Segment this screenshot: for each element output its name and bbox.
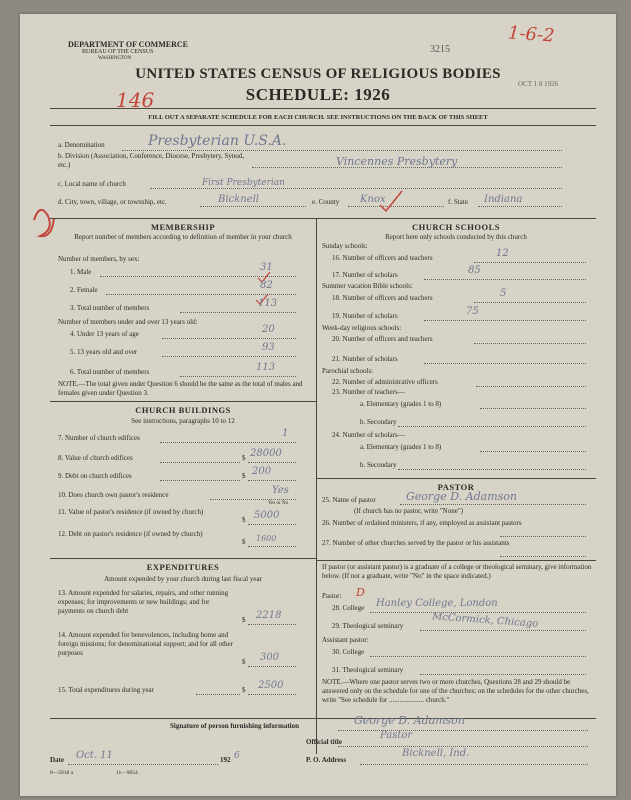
- value-q29: McCormick, Chicago: [431, 611, 539, 630]
- label-q5: 5. 13 years old and over: [70, 348, 138, 356]
- label-q9: 9. Debt on church edifices: [58, 472, 132, 480]
- value-q6: 113: [256, 362, 276, 373]
- schedule-number: 3215: [430, 44, 450, 55]
- schedule-title: SCHEDULE: 1926: [245, 85, 391, 104]
- membership-intro: Report number of members according to definition of member in your church: [74, 233, 292, 241]
- value-q16: 12: [496, 248, 509, 259]
- assistant-sub-label: Assistant pastor:: [322, 636, 369, 644]
- hint-q10: Yes or No: [268, 501, 289, 506]
- value-city: Bicknell: [218, 194, 259, 205]
- label-q4: 4. Under 13 years of age: [70, 330, 139, 338]
- corner-note: 1-6-2: [507, 22, 556, 47]
- value-q11: 5000: [254, 510, 280, 521]
- value-q7: 1: [282, 428, 289, 439]
- age-intro-label: Number of members under and over 13 years old:: [58, 318, 198, 326]
- currency-q13: $: [242, 616, 246, 624]
- label-q7: 7. Number of church edifices: [58, 434, 140, 442]
- label-official-title: Official title: [306, 738, 342, 746]
- parochial-label: Parochial schools:: [322, 367, 374, 375]
- form-title: UNITED STATES CENSUS OF RELIGIOUS BODIES: [135, 66, 501, 82]
- label-denomination: a. Denomination: [58, 141, 105, 149]
- label-q24b: b. Secondary: [360, 461, 397, 469]
- label-q6: 6. Total number of members: [70, 368, 150, 376]
- red-number: 146: [116, 88, 155, 112]
- print-number: 11—9054: [116, 770, 138, 776]
- value-q9: 200: [252, 466, 272, 477]
- pastor-sub-label: Pastor:: [322, 592, 342, 600]
- label-year: 192: [220, 756, 231, 764]
- currency-q9: $: [242, 472, 246, 480]
- label-q19: 19. Number of scholars: [332, 312, 398, 320]
- currency-q15: $: [242, 686, 246, 694]
- schools-intro: Report here only schools conducted by this church: [385, 233, 527, 241]
- value-official-title: Pastor: [380, 730, 413, 741]
- pastor-note: NOTE.—Where one pastor serves two or more churches, Questions 28 and 29 should be answered only on the schedule for one of the churches; on the schedules for the other churches, write "See schedule for .................... church.": [322, 678, 589, 704]
- label-q14: 14. Amount expended for benevolences, including home and foreign missions; for denominational support; and for all other purposes: [58, 631, 233, 657]
- label-po-address: P. O. Address: [306, 756, 347, 764]
- city-label: WASHINGTON: [98, 56, 132, 61]
- label-q23: 23. Number of teachers—: [332, 388, 405, 396]
- label-date: Date: [50, 756, 64, 764]
- sunday-label: Sunday schools:: [322, 242, 368, 250]
- label-division: b. Division (Association, Conference, Diocese, Presbytery, Synod, etc.): [58, 152, 245, 169]
- value-po-address: Bicknell, Ind.: [402, 748, 470, 759]
- graduate-note: If pastor (or assistant pastor) is a graduate of a college or theological seminary, give information below. (If not a graduate, write "No" in the space indicated.): [322, 563, 592, 580]
- label-q22: 22. Number of administrative officers: [332, 378, 438, 386]
- label-q16: 16. Number of officers and teachers: [332, 254, 433, 262]
- value-year: 6: [234, 751, 240, 761]
- label-q13: 13. Amount expended for salaries, repairs, and other running expenses; for improvements or new buildings; and for payments on church debt: [58, 589, 229, 615]
- value-state: Indiana: [484, 194, 523, 205]
- bureau-label: BUREAU OF THE CENSUS: [82, 49, 154, 55]
- label-q11: 11. Value of pastor's residence (if owned by church): [58, 508, 204, 516]
- currency-q11: $: [242, 516, 246, 524]
- label-q12: 12. Debt on pastor's residence (if owned by church): [58, 530, 203, 538]
- value-q3: 113: [258, 298, 278, 309]
- value-q28: Hanley College, London: [376, 598, 498, 609]
- dept-label: DEPARTMENT OF COMMERCE: [68, 40, 189, 49]
- value-signature: George D. Adamson: [354, 714, 465, 727]
- label-q23b: b. Secondary: [360, 418, 397, 426]
- value-q12: 1600: [256, 534, 277, 543]
- label-q25: 25. Name of pastor: [322, 496, 376, 504]
- census-schedule-page: [20, 14, 616, 796]
- currency-q8: $: [242, 454, 246, 462]
- pastor-heading: PASTOR: [437, 482, 475, 492]
- label-q18: 18. Number of officers and teachers: [332, 294, 433, 302]
- label-state: f. State: [448, 198, 468, 206]
- value-denomination: Presbyterian U.S.A.: [148, 133, 287, 149]
- value-q25: George D. Adamson: [406, 490, 517, 503]
- value-q13: 2218: [256, 610, 282, 621]
- value-q8: 28000: [250, 448, 282, 459]
- expenditures-intro: Amount expended by your church during last fiscal year: [104, 575, 262, 583]
- label-q26: 26. Number of ordained ministers, if any, employed as assistant pastors: [322, 519, 522, 527]
- label-q10: 10. Does church own pastor's residence: [58, 491, 169, 499]
- weekday-label: Week-day religious schools:: [322, 324, 402, 332]
- value-q15: 2500: [258, 680, 284, 691]
- label-q21: 21. Number of scholars: [332, 355, 398, 363]
- label-q31: 31. Theological seminary: [332, 666, 404, 674]
- membership-heading: MEMBERSHIP: [150, 222, 216, 232]
- label-q1: 1. Male: [70, 268, 92, 276]
- expenditures-heading: EXPENDITURES: [146, 562, 220, 572]
- currency-q14: $: [242, 658, 246, 666]
- label-q8: 8. Value of church edifices: [58, 454, 133, 462]
- value-county: Knox: [360, 194, 386, 205]
- membership-note: NOTE.—The total given under Question 6 should be the same as the total of males and females given under Question 3.: [58, 380, 303, 397]
- label-q28: 28. College: [332, 604, 365, 612]
- label-county: e. County: [312, 198, 340, 206]
- value-date: Oct. 11: [76, 750, 113, 761]
- value-q5: 93: [262, 342, 275, 353]
- label-city: d. City, town, village, or township, etc.: [58, 198, 167, 206]
- hint-q25: (If church has no pastor, write "None"): [354, 507, 464, 515]
- label-q30: 30. College: [332, 648, 365, 656]
- value-q4: 20: [262, 324, 275, 335]
- buildings-intro: See instructions, paragraphs 10 to 12: [131, 417, 235, 425]
- form-number: 8—5818 a: [50, 770, 74, 776]
- label-q24: 24. Number of scholars—: [332, 431, 405, 439]
- label-q20: 20. Number of officers and teachers: [332, 335, 433, 343]
- red-d-mark: D: [356, 586, 365, 599]
- label-q3: 3. Total number of members: [70, 304, 150, 312]
- label-q29: 29. Theological seminary: [332, 622, 404, 630]
- value-q1: 31: [260, 262, 273, 273]
- currency-q12: $: [242, 538, 246, 546]
- value-q18: 5: [500, 288, 507, 299]
- buildings-heading: CHURCH BUILDINGS: [135, 405, 231, 415]
- label-q27: 27. Number of other churches served by the pastor or his assistants: [322, 539, 510, 547]
- label-q17: 17. Number of scholars: [332, 271, 398, 279]
- label-q23a: a. Elementary (grades 1 to 8): [360, 400, 442, 408]
- value-division: Vincennes Presbytery: [336, 155, 458, 168]
- value-local-name: First Presbyterian: [202, 178, 285, 188]
- by-sex-label: Number of members, by sex:: [58, 255, 140, 263]
- value-q17: 85: [468, 265, 481, 276]
- schools-heading: CHURCH SCHOOLS: [412, 222, 500, 232]
- label-q15: 15. Total expenditures during year: [58, 686, 154, 694]
- instruction-line: FILL OUT A SEPARATE SCHEDULE FOR EACH CHURCH. SEE INSTRUCTIONS ON THE BACK OF THIS SHEET: [148, 114, 488, 121]
- label-q2: 2. Female: [70, 286, 98, 294]
- label-signature: Signature of person furnishing information: [170, 722, 299, 730]
- received-stamp: OCT 1 8 1926: [518, 80, 559, 88]
- value-q2: 82: [260, 280, 273, 291]
- value-q14: 300: [260, 652, 280, 663]
- label-local-name: c. Local name of church: [58, 180, 126, 188]
- value-q19: 75: [466, 306, 479, 317]
- summer-label: Summer vacation Bible schools:: [322, 282, 413, 290]
- value-q10: Yes: [272, 485, 289, 496]
- label-q24a: a. Elementary (grades 1 to 8): [360, 443, 442, 451]
